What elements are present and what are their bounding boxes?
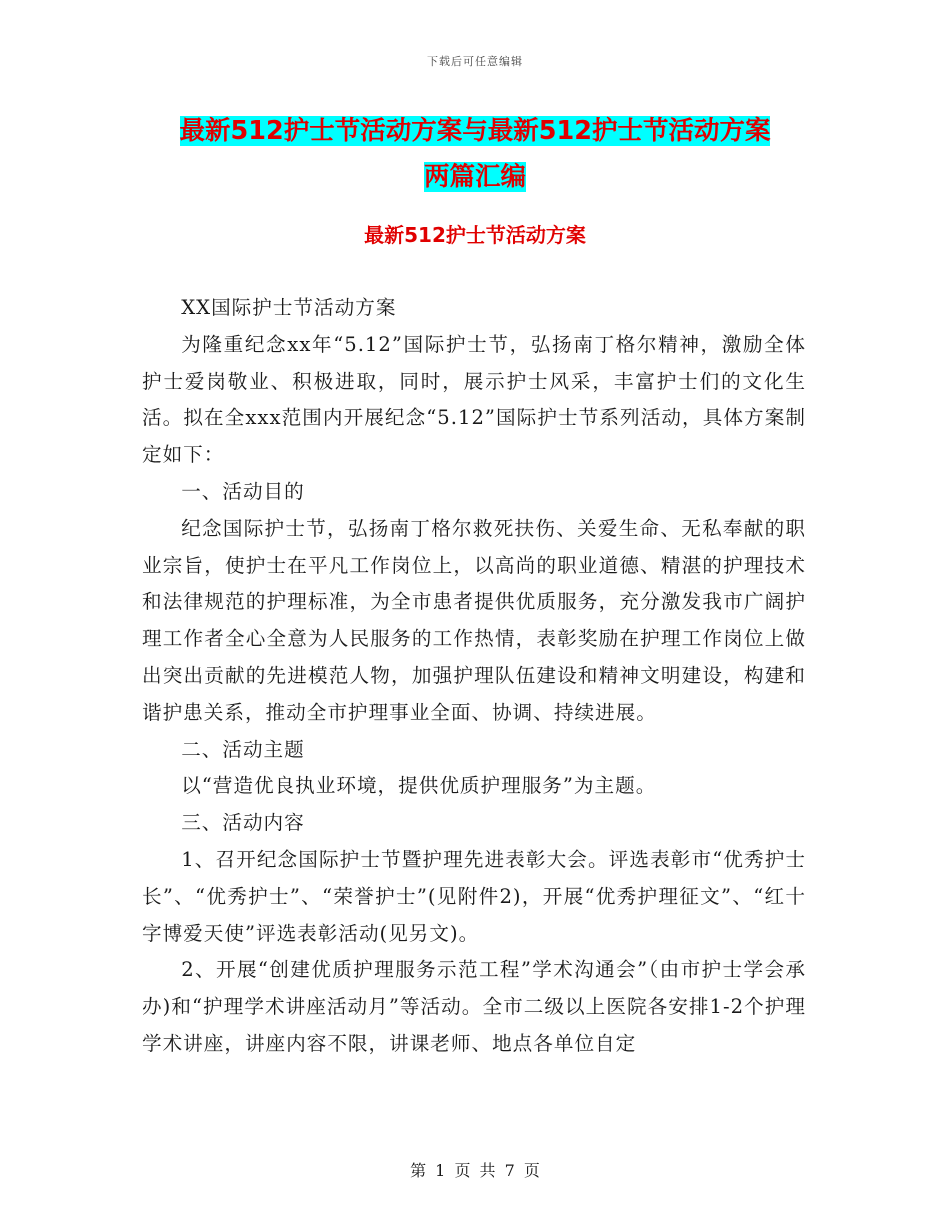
paragraph: XX国际护士节活动方案 (181, 296, 397, 319)
paragraph: 1、召开纪念国际护士节暨护理先进表彰大会。评选表彰市“优秀护士长”、“优秀护士”、“荣誉护士”(见附件2)，开展“优秀护理征文”、“红十字博爱天使”评选表彰活动(见另文)。 (142, 847, 806, 945)
paragraph: 为隆重纪念xx年“5.12”国际护士节，弘扬南丁格尔精神，激励全体护士爱岗敬业、积极进取，同时，展示护士风采，丰富护士们的文化生活。拟在全xxx范围内开展纪念“5.12”国际护士节系列活动，具体方案制定如下： (142, 332, 806, 467)
document-title (0, 108, 950, 200)
page-number: 第 1 页 共 7 页 (410, 1161, 540, 1180)
heading-purpose: 一、活动目的 (181, 479, 305, 503)
heading-theme: 二、活动主题 (181, 737, 305, 761)
page-header-note: 下载后可任意编辑 (427, 55, 523, 68)
document-title-line1: 最新512护士节活动方案与最新512护士节活动方案 (179, 116, 771, 146)
paragraph: 以“营造优良执业环境，提供优质护理服务”为主题。 (181, 774, 657, 798)
heading-content: 三、活动内容 (181, 811, 305, 835)
document-body (142, 290, 806, 1063)
section-title: 最新512护士节活动方案 (364, 223, 586, 247)
document-title-line2: 两篇汇编 (423, 162, 526, 192)
paragraph: 2、开展“创建优质护理服务示范工程”学术沟通会”（由市护士学会承办)和“护理学术讲座活动月”等活动。全市二级以上医院各安排1-2个护理学术讲座，讲座内容不限，讲课老师、地点各单位自定 (142, 958, 806, 1055)
paragraph: 纪念国际护士节，弘扬南丁格尔救死扶伤、关爱生命、无私奉献的职业宗旨，使护士在平凡工作岗位上，以高尚的职业道德、精湛的护理技术和法律规范的护理标准，为全市患者提供优质服务，充分激发我市广阔护理工作者全心全意为人民服务的工作热情，表彰奖励在护理工作岗位上做出突出贡献的先进模范人物，加强护理队伍建设和精神文明建设，构建和谐护患关系，推动全市护理事业全面、协调、持续进展。 (142, 516, 806, 724)
